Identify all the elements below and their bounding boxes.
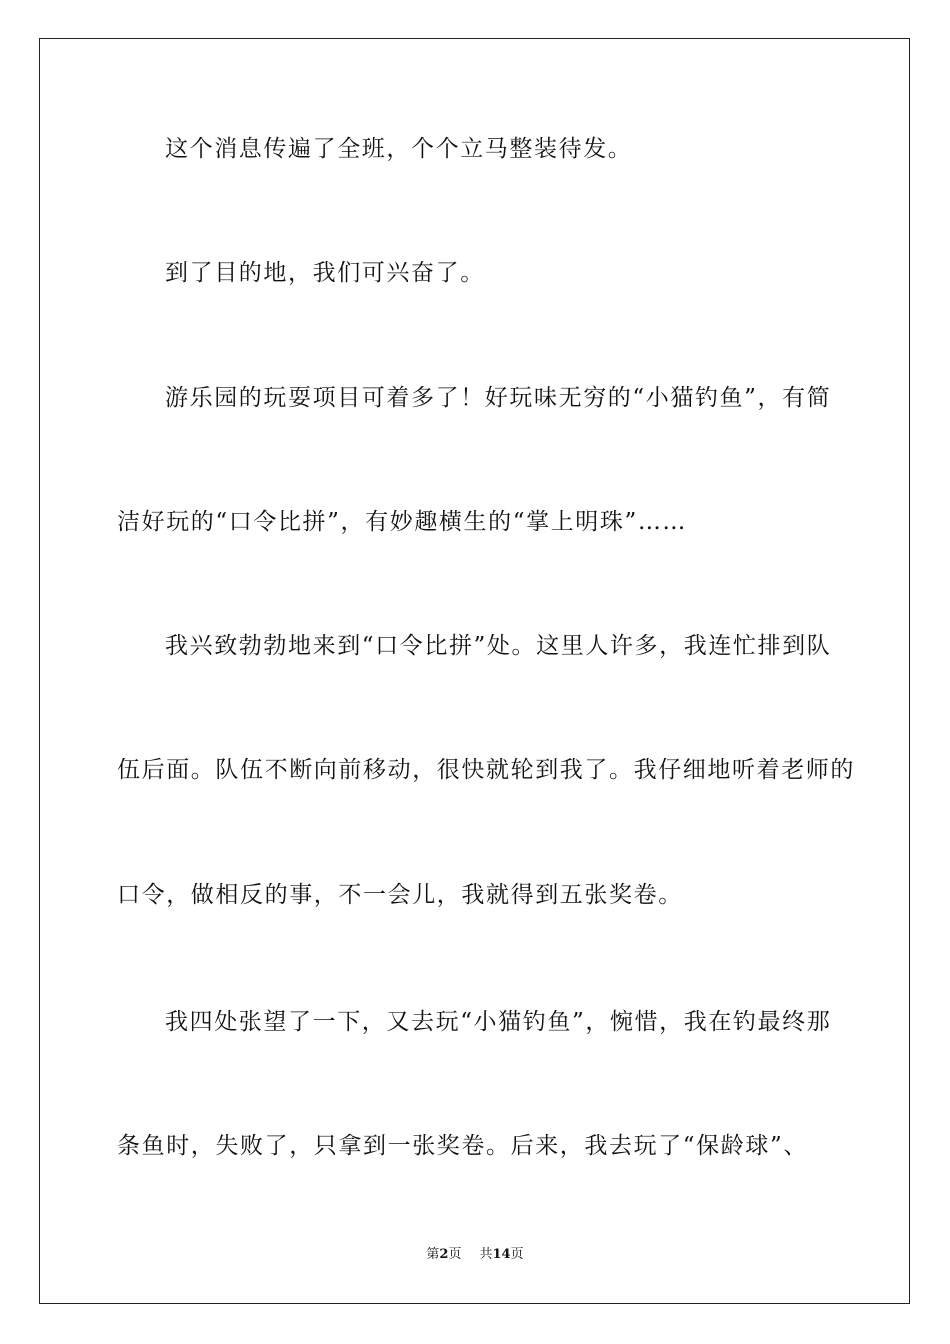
total-suffix: 页 [510,1247,524,1262]
total-prefix: 共 [479,1247,493,1262]
paragraph-3-line-1: 游乐园的玩耍项目可着多了！好玩味无穷的“小猫钓鱼”，有简 [165,385,832,411]
paragraph-4-line-2: 伍后面。队伍不断向前移动，很快就轮到我了。我仔细地听着老师的 [117,757,855,783]
paragraph-5-line-1: 我四处张望了一下，又去玩“小猫钓鱼”，惋惜，我在钓最终那 [165,1009,832,1035]
page-footer [0,1246,950,1264]
paragraph-5-line-2: 条鱼时，失败了，只拿到一张奖卷。后来，我去玩了“保龄球”、 [117,1133,808,1159]
page-number: 2 [439,1247,449,1262]
page-frame [39,38,910,1304]
page-suffix: 页 [448,1247,462,1262]
page-prefix: 第 [426,1247,440,1262]
total-pages: 14 [492,1247,511,1262]
paragraph-2-line-1: 到了目的地，我们可兴奋了。 [165,260,485,286]
paragraph-3-line-2: 洁好玩的“口令比拼”，有妙趣横生的“掌上明珠”…… [117,509,688,535]
paragraph-1-line-1: 这个消息传遍了全班，个个立马整装待发。 [165,136,633,162]
paragraph-4-line-1: 我兴致勃勃地来到“口令比拼”处。这里人许多，我连忙排到队 [165,633,832,659]
paragraph-4-line-3: 口令，做相反的事，不一会儿，我就得到五张奖卷。 [117,882,683,908]
